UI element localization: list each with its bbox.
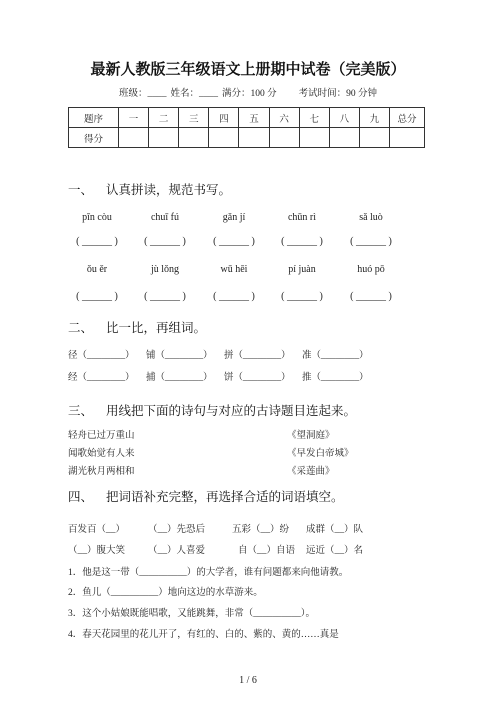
poem-title: 《望洞庭》 bbox=[287, 431, 335, 441]
page-number: 1 / 6 bbox=[239, 675, 257, 686]
answer-blank: ( ______ ) bbox=[350, 236, 392, 247]
fill-sentence: 4．春天花园里的花儿开了，有红的、白的、紫的、黄的……真是 bbox=[68, 630, 339, 640]
score-cell bbox=[179, 128, 209, 148]
score-table-score-row bbox=[69, 128, 425, 148]
pinyin-item: chuī fú bbox=[150, 212, 180, 223]
answer-blank: ( ______ ) bbox=[281, 291, 323, 302]
idiom-item: 自（__）自语 bbox=[238, 546, 296, 556]
header-cell: 八 bbox=[329, 108, 359, 128]
answer-blank: ( ______ ) bbox=[76, 291, 118, 302]
answer-blank: ( ______ ) bbox=[76, 236, 118, 247]
poem-title: 《早发白帝城》 bbox=[287, 449, 354, 459]
idiom-item: 百发百（__） bbox=[68, 525, 126, 535]
word-group-item: 饼（________） bbox=[224, 373, 291, 383]
poem-title: 《采莲曲》 bbox=[287, 467, 335, 477]
answer-blank: ( ______ ) bbox=[144, 236, 186, 247]
word-group-item: 捕（________） bbox=[146, 373, 213, 383]
pinyin-item: pīn còu bbox=[82, 212, 112, 223]
idiom-item: 成群（__）队 bbox=[306, 525, 364, 535]
idiom-item: （__）先恐后 bbox=[148, 525, 206, 535]
score-row-label: 得分 bbox=[69, 128, 119, 148]
word-group-item: 经（________） bbox=[68, 373, 135, 383]
header-cell: 二 bbox=[149, 108, 179, 128]
score-cell bbox=[119, 128, 149, 148]
word-group-item: 径（________） bbox=[68, 351, 135, 361]
fill-sentence: 1．他是这一带（__________）的大学者，谁有问题都来向他请教。 bbox=[68, 568, 349, 578]
class-field: 班级：____ bbox=[118, 89, 167, 99]
header-cell: 六 bbox=[269, 108, 299, 128]
answer-blank: ( ______ ) bbox=[350, 291, 392, 302]
answer-blank: ( ______ ) bbox=[213, 291, 255, 302]
section-title: 认真拼读，规范书写。 bbox=[106, 183, 232, 197]
poem-line: 闻歌始觉有人来 bbox=[68, 449, 135, 459]
section-number: 四、 bbox=[68, 490, 94, 504]
score-cell bbox=[209, 128, 239, 148]
idiom-item: （__）人喜爱 bbox=[148, 546, 206, 556]
header-cell: 五 bbox=[239, 108, 269, 128]
header-cell: 三 bbox=[179, 108, 209, 128]
score-table bbox=[68, 107, 425, 148]
answer-blank: ( ______ ) bbox=[213, 236, 255, 247]
idiom-item: 五彩（__）纷 bbox=[232, 525, 290, 535]
pinyin-item: chūn rì bbox=[287, 212, 317, 223]
fill-sentence: 3．这个小姑娘既能唱歌，又能跳舞，非常（__________）。 bbox=[68, 609, 316, 619]
score-cell bbox=[269, 128, 299, 148]
section-1-heading bbox=[68, 183, 231, 198]
section-4-heading bbox=[68, 490, 344, 505]
section-title: 用线把下面的诗句与对应的古诗题目连起来。 bbox=[106, 404, 357, 418]
word-group-item: 准（________） bbox=[302, 351, 369, 361]
full-score: 满分：100 分 bbox=[222, 89, 277, 99]
pinyin-item: gǎn jí bbox=[222, 212, 246, 223]
pinyin-item: jù lǒng bbox=[150, 264, 180, 275]
header-cell: 九 bbox=[359, 108, 389, 128]
header-cell: 题序 bbox=[69, 108, 119, 128]
section-number: 二、 bbox=[68, 321, 94, 335]
pinyin-item: pí juàn bbox=[288, 264, 316, 275]
pinyin-item: wū hēi bbox=[220, 264, 248, 275]
fill-sentence: 2．鱼儿（__________）地向这边的水草游来。 bbox=[68, 588, 263, 598]
idiom-item: （__）腹大笑 bbox=[68, 546, 126, 556]
word-group-item: 铺（________） bbox=[146, 351, 213, 361]
score-cell bbox=[359, 128, 389, 148]
idiom-item: 远近（__）名 bbox=[306, 546, 364, 556]
pinyin-item: huó pō bbox=[357, 264, 385, 275]
header-cell: 总分 bbox=[390, 108, 425, 128]
header-cell: 四 bbox=[209, 108, 239, 128]
score-table-header-row bbox=[69, 108, 425, 128]
exam-time: 考试时间：90 分钟 bbox=[298, 89, 378, 99]
answer-blank: ( ______ ) bbox=[281, 236, 323, 247]
score-cell bbox=[299, 128, 329, 148]
word-group-item: 推（________） bbox=[302, 373, 369, 383]
score-cell bbox=[149, 128, 179, 148]
pinyin-item: sǎ luò bbox=[359, 212, 383, 223]
poem-line: 轻舟已过万重山 bbox=[68, 431, 135, 441]
section-2-heading bbox=[68, 321, 206, 336]
section-number: 三、 bbox=[68, 404, 94, 418]
header-cell: 七 bbox=[299, 108, 329, 128]
page-title: 最新人教版三年级语文上册期中试卷（完美版） bbox=[90, 60, 406, 78]
header-cell: 一 bbox=[119, 108, 149, 128]
exam-info-line bbox=[0, 89, 496, 100]
score-cell bbox=[329, 128, 359, 148]
poem-line: 湖光秋月两相和 bbox=[68, 467, 135, 477]
section-title: 把词语补充完整，再选择合适的词语填空。 bbox=[106, 490, 344, 504]
section-number: 一、 bbox=[68, 183, 94, 197]
word-group-item: 拼（________） bbox=[224, 351, 291, 361]
section-3-heading bbox=[68, 404, 356, 419]
score-cell bbox=[239, 128, 269, 148]
section-title: 比一比，再组词。 bbox=[106, 321, 207, 335]
name-field: 姓名：____ bbox=[170, 89, 218, 99]
score-cell bbox=[390, 128, 425, 148]
answer-blank: ( ______ ) bbox=[144, 291, 186, 302]
pinyin-item: ǒu ěr bbox=[86, 264, 108, 275]
